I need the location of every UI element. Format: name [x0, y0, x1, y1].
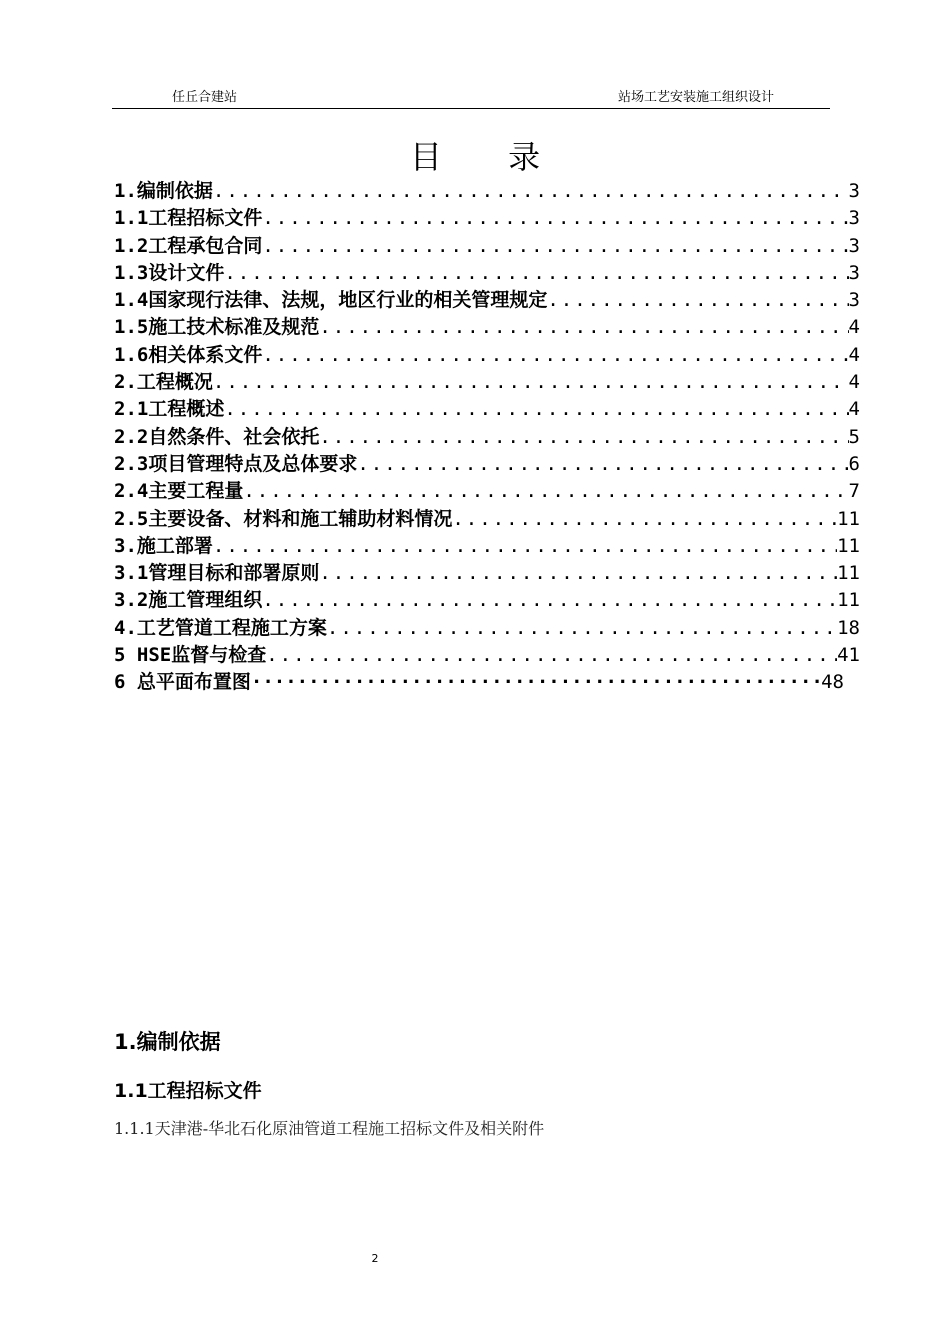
toc-entry-page: 6 [848, 452, 860, 475]
toc-leader [213, 533, 837, 560]
toc-leader [262, 205, 848, 232]
toc-entry[interactable] [114, 178, 860, 205]
toc-entry[interactable] [114, 260, 860, 287]
section-heading-1-1: 1.1工程招标文件 [114, 1080, 262, 1102]
header-document-title: 站场工艺安装施工组织设计 [617, 90, 774, 105]
header-project-name: 任丘合建站 [172, 90, 238, 105]
toc-leader [547, 287, 848, 314]
table-of-contents [114, 178, 860, 697]
toc-entry-label: 1.6相关体系文件 [114, 343, 263, 366]
toc-entry-page: 3 [848, 207, 860, 230]
toc-leader [213, 178, 849, 205]
toc-entry-label: 5 HSE监督与检查 [114, 644, 267, 667]
toc-entry[interactable] [114, 560, 860, 587]
toc-leader [327, 615, 837, 642]
toc-entry-page: 11 [837, 562, 860, 585]
toc-entry[interactable] [114, 369, 860, 396]
toc-leader [266, 642, 837, 669]
toc-entry[interactable] [114, 587, 860, 614]
toc-entry-page: 4 [848, 343, 860, 366]
toc-entry-page: 4 [848, 371, 860, 394]
toc-entry-label: 2.2自然条件、社会依托 [114, 425, 320, 448]
toc-leader [319, 314, 848, 341]
toc-entry[interactable] [114, 451, 860, 478]
toc-entry[interactable] [114, 314, 860, 341]
toc-leader [319, 560, 837, 587]
toc-leader [357, 451, 848, 478]
toc-entry-label: 3.施工部署 [114, 534, 213, 557]
toc-entry-label: 6 总平面布置图 [114, 671, 251, 694]
page-header [112, 90, 830, 109]
toc-entry[interactable] [114, 233, 860, 260]
toc-leader [243, 478, 848, 505]
toc-entry[interactable] [114, 642, 860, 669]
toc-entry[interactable] [114, 533, 860, 560]
toc-entry-label: 2.5主要设备、材料和施工辅助材料情况 [114, 507, 453, 530]
toc-title: 目 录 [409, 138, 569, 176]
toc-leader [262, 587, 837, 614]
toc-entry-page: 4 [848, 316, 860, 339]
toc-entry-page: 41 [837, 644, 860, 667]
page-number: 2 [371, 1252, 379, 1265]
toc-leader [224, 396, 848, 423]
toc-leader [262, 233, 848, 260]
toc-entry-page: 11 [837, 534, 860, 557]
toc-entry-page: 11 [837, 589, 860, 612]
toc-entry-label: 1.编制依据 [114, 180, 213, 202]
toc-leader [319, 424, 848, 451]
toc-entry-page: 11 [837, 507, 860, 530]
toc-entry-page: 3 [848, 289, 860, 312]
toc-entry[interactable] [114, 669, 860, 696]
toc-entry-label: 1.1工程招标文件 [114, 207, 263, 230]
toc-leader [262, 342, 848, 369]
toc-leader [251, 669, 821, 696]
toc-entry-page: 3 [848, 234, 860, 257]
toc-entry[interactable] [114, 478, 860, 505]
toc-entry-label: 4.工艺管道工程施工方案 [114, 616, 327, 639]
toc-entry[interactable] [114, 205, 860, 232]
toc-entry-page: 48 [821, 671, 844, 694]
toc-entry-label: 1.2工程承包合同 [114, 234, 263, 257]
toc-entry-label: 2.3项目管理特点及总体要求 [114, 452, 358, 475]
toc-entry-page: 3 [848, 261, 860, 284]
toc-entry-label: 1.3设计文件 [114, 261, 225, 284]
toc-entry-label: 3.2施工管理组织 [114, 589, 263, 612]
toc-entry-page: 4 [848, 398, 860, 421]
toc-entry-label: 3.1管理目标和部署原则 [114, 562, 320, 585]
toc-entry[interactable] [114, 287, 860, 314]
toc-entry[interactable] [114, 342, 860, 369]
section-item-1-1-1: 1.1.1天津港-华北石化原油管道工程施工招标文件及相关附件 [114, 1119, 545, 1138]
toc-entry-page: 3 [848, 180, 860, 202]
section-heading-1: 1.编制依据 [114, 1030, 221, 1054]
toc-entry-label: 2.1工程概述 [114, 398, 225, 421]
toc-entry-page: 7 [848, 480, 860, 503]
toc-leader [213, 369, 849, 396]
toc-entry[interactable] [114, 506, 860, 533]
toc-entry-label: 1.4国家现行法律、法规，地区行业的相关管理规定 [114, 289, 548, 312]
toc-entry-label: 2.工程概况 [114, 371, 213, 394]
toc-leader [224, 260, 848, 287]
toc-entry-page: 18 [837, 616, 860, 639]
toc-leader [452, 506, 837, 533]
toc-entry[interactable] [114, 424, 860, 451]
toc-entry[interactable] [114, 615, 860, 642]
toc-entry-page: 5 [848, 425, 860, 448]
toc-entry[interactable] [114, 396, 860, 423]
toc-entry-label: 1.5施工技术标准及规范 [114, 316, 320, 339]
toc-entry-label: 2.4主要工程量 [114, 480, 244, 503]
